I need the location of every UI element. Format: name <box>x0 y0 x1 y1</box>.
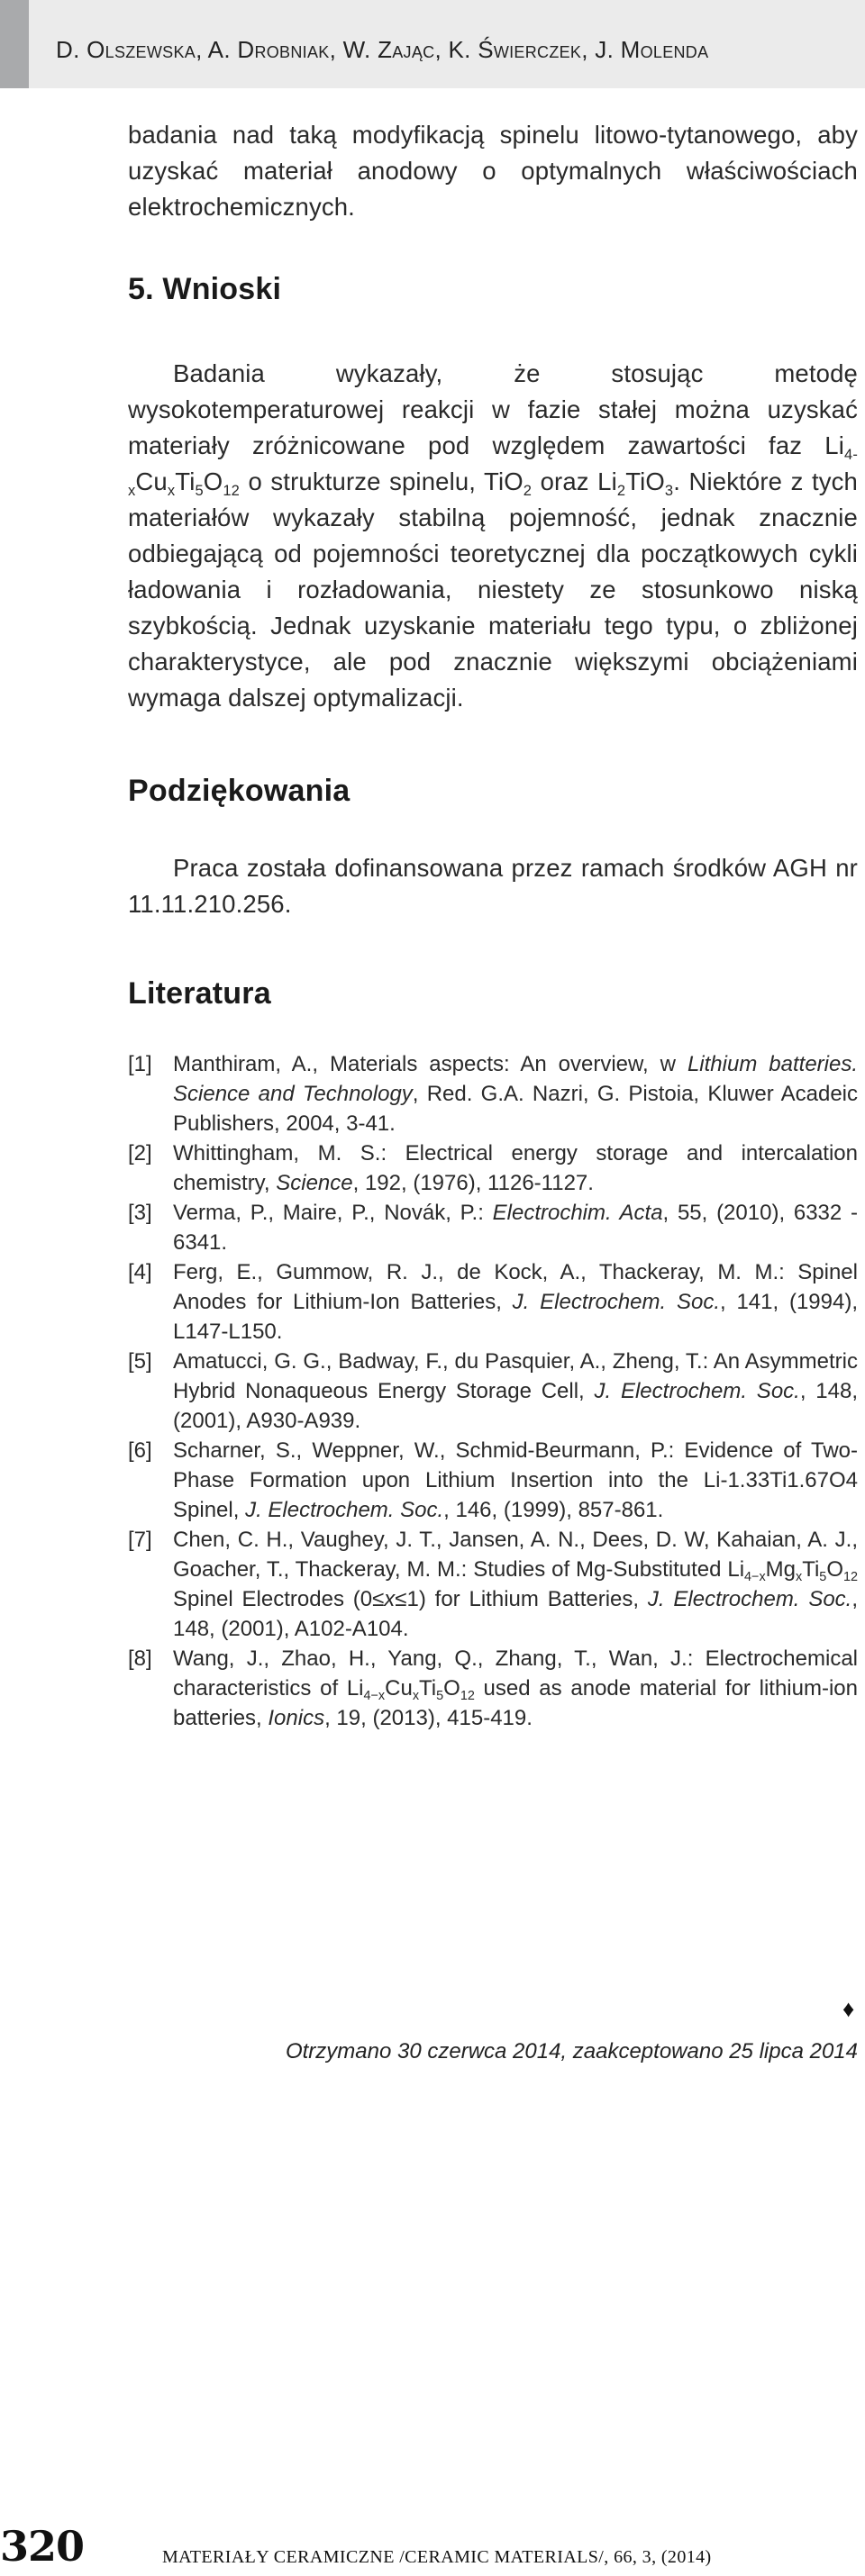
page-number: 320 <box>0 2522 85 2571</box>
reference-list <box>128 1049 858 1733</box>
header-authors: D. Olszewska, A. Drobniak, W. Zając, K. Świerczek, J. Molenda <box>56 36 709 63</box>
acknowledgements-heading: Podziękowania <box>128 774 351 808</box>
intro-paragraph: badania nad taką modyfikacją spinelu litowo-tytanowego, aby uzyskać materiał anodowy o optymalnych właściwościach elektrochemicznych. <box>128 121 858 221</box>
article-body <box>128 117 858 1733</box>
reference-item: [2] Whittingham, M. S.: Electrical energy storage and intercalation chemistry, Science, 192, (1976), 1126-1127. <box>128 1141 858 1195</box>
literature-heading: Literatura <box>128 976 271 1011</box>
reference-item: [5] Amatucci, G. G., Badway, F., du Pasquier, A., Zheng, T.: An Asymmetric Hybrid Nonaqueous Energy Storage Cell, J. Electrochem. Soc., 148, (2001), A930-A939. <box>128 1349 859 1433</box>
end-of-article-mark: ♦ <box>842 1995 855 2022</box>
reference-item: [6] Scharner, S., Weppner, W., Schmid-Beurmann, P.: Evidence of Two-Phase Formation upon Lithium Insertion into the Li-1.33Ti1.67O4 Spinel, J. Electrochem. Soc., 146, (1999), 857-861. <box>128 1438 858 1522</box>
reference-item: [7] Chen, C. H., Vaughey, J. T., Jansen, A. N., Dees, D. W, Kahaian, A. J., Goacher, T., Thackeray, M. M.: Studies of Mg-Substituted $Li_{4-x}Mg_xTi_5O_{12}$ Spinel Electrodes (0≤x≤1) for Lithium Batteries, J. Electrochem. Soc., 148, (2001), A102-A104. <box>128 1528 859 1641</box>
received-dates: Otrzymano 30 czerwca 2014, zaakceptowano 25 lipca 2014 <box>285 2039 858 2064</box>
reference-item: [4] Ferg, E., Gummow, R. J., de Kock, A., Thackeray, M. M.: Spinel Anodes for Lithium-Ion Batteries, J. Electrochem. Soc., 141, (1994), L147-L150. <box>128 1260 858 1344</box>
header-accent-bar <box>0 0 29 88</box>
conclusions-heading: 5. Wnioski <box>128 272 282 306</box>
acknowledgements-text: Praca została dofinansowana przez ramach środków AGH nr 11.11.210.256. <box>128 854 858 918</box>
running-header <box>0 0 865 88</box>
reference-item: [1] Manthiram, A., Materials aspects: An overview, w Lithium batteries. Science and Technology, Red. G.A. Nazri, G. Pistoia, Kluwer Acadeic Publishers, 2004, 3-41. <box>128 1052 859 1136</box>
journal-footer: MATERIAŁY CERAMICZNE /CERAMIC MATERIALS/, 66, 3, (2014) <box>162 2547 712 2567</box>
reference-item: [8] Wang, J., Zhao, H., Yang, Q., Zhang, T., Wan, J.: Electrochemical characteristics of $Li_{4-x}Cu_xTi_5O_{12}$ used as anode material for lithium-ion batteries, Ionics, 19, (2013), 415-419. <box>128 1646 858 1730</box>
conclusions-paragraph: Badania wykazały, że stosując metodę wysokotemperaturowej reakcji w fazie stałej można uzyskać materiały zróżnicowane pod względem zawartości faz $Li_{4-x}Cu_xTi_5O_{12}$ o strukturze spinelu, TiO$_2$ oraz $Li_2TiO_3$. Niektóre z tych materiałów wykazały stabilną pojemność, jednak znacznie odbiegającą od pojemności teoretycznej dla początkowych cykli ładowania i rozładowania, niestety ze stosunkowo niską szybkością. Jednak uzyskanie materiału tego typu, o zbliżonej charakterystyce, ale pod znacznie większymi obciążeniami wymaga dalszej optymalizacji. <box>128 359 858 712</box>
reference-item: [3] Verma, P., Maire, P., Novák, P.: Electrochim. Acta, 55, (2010), 6332 - 6341. <box>128 1201 858 1255</box>
